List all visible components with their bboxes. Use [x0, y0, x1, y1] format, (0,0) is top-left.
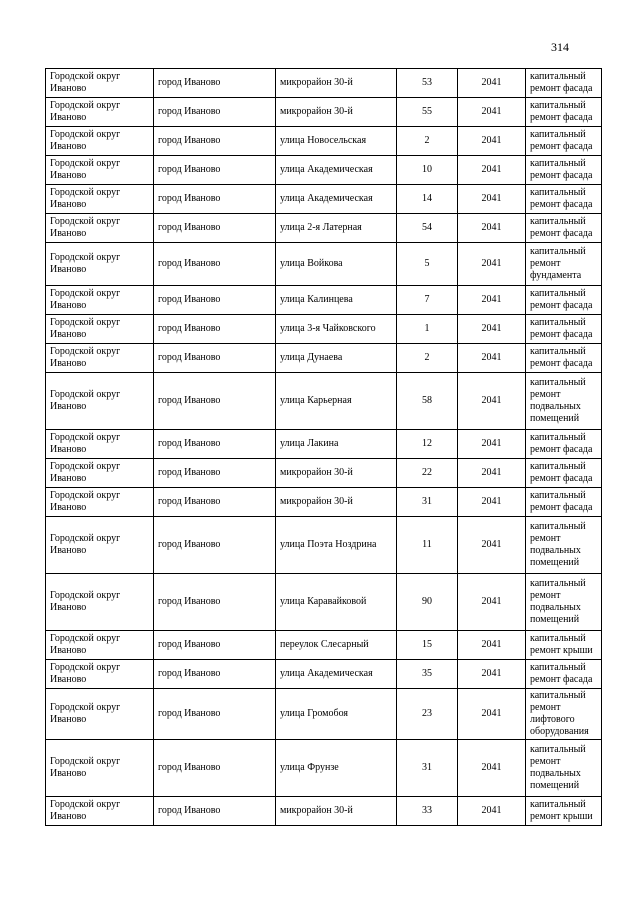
city-cell: город Иваново	[154, 315, 276, 344]
street-cell: улица Лакина	[276, 430, 397, 459]
district-cell: Городской округ Иваново	[46, 430, 154, 459]
table-row	[46, 574, 602, 631]
street-cell: микрорайон 30-й	[276, 488, 397, 517]
year-cell: 2041	[458, 156, 526, 185]
year-cell: 2041	[458, 430, 526, 459]
work-type-cell: капитальный ремонт фасада	[526, 214, 602, 243]
table-body	[46, 69, 602, 826]
work-type-cell: капитальный ремонт фасада	[526, 459, 602, 488]
district-cell: Городской округ Иваново	[46, 98, 154, 127]
table-row	[46, 797, 602, 826]
table-row	[46, 459, 602, 488]
house-number-cell: 53	[397, 69, 458, 98]
table-row	[46, 156, 602, 185]
table-row	[46, 373, 602, 430]
street-cell: микрорайон 30-й	[276, 459, 397, 488]
work-type-cell: капитальный ремонт крыши	[526, 797, 602, 826]
year-cell: 2041	[458, 315, 526, 344]
city-cell: город Иваново	[154, 740, 276, 797]
house-number-cell: 35	[397, 660, 458, 689]
table-row	[46, 315, 602, 344]
district-cell: Городской округ Иваново	[46, 315, 154, 344]
house-number-cell: 58	[397, 373, 458, 430]
year-cell: 2041	[458, 214, 526, 243]
year-cell: 2041	[458, 98, 526, 127]
table-row	[46, 517, 602, 574]
street-cell: улица 3-я Чайковского	[276, 315, 397, 344]
district-cell: Городской округ Иваново	[46, 631, 154, 660]
house-number-cell: 2	[397, 127, 458, 156]
city-cell: город Иваново	[154, 69, 276, 98]
repair-schedule-table	[45, 68, 602, 826]
district-cell: Городской округ Иваново	[46, 574, 154, 631]
house-number-cell: 11	[397, 517, 458, 574]
year-cell: 2041	[458, 517, 526, 574]
house-number-cell: 7	[397, 286, 458, 315]
district-cell: Городской округ Иваново	[46, 69, 154, 98]
street-cell: улица Калинцева	[276, 286, 397, 315]
house-number-cell: 90	[397, 574, 458, 631]
city-cell: город Иваново	[154, 243, 276, 286]
table-row	[46, 243, 602, 286]
house-number-cell: 22	[397, 459, 458, 488]
year-cell: 2041	[458, 488, 526, 517]
work-type-cell: капитальный ремонт крыши	[526, 631, 602, 660]
year-cell: 2041	[458, 660, 526, 689]
city-cell: город Иваново	[154, 98, 276, 127]
work-type-cell: капитальный ремонт фасада	[526, 156, 602, 185]
work-type-cell: капитальный ремонт фасада	[526, 286, 602, 315]
street-cell: микрорайон 30-й	[276, 98, 397, 127]
table-row	[46, 214, 602, 243]
work-type-cell: капитальный ремонт фундамента	[526, 243, 602, 286]
year-cell: 2041	[458, 344, 526, 373]
district-cell: Городской округ Иваново	[46, 286, 154, 315]
work-type-cell: капитальный ремонт подвальных помещений	[526, 740, 602, 797]
district-cell: Городской округ Иваново	[46, 488, 154, 517]
house-number-cell: 5	[397, 243, 458, 286]
work-type-cell: капитальный ремонт фасада	[526, 98, 602, 127]
district-cell: Городской округ Иваново	[46, 459, 154, 488]
work-type-cell: капитальный ремонт фасада	[526, 430, 602, 459]
city-cell: город Иваново	[154, 214, 276, 243]
work-type-cell: капитальный ремонт подвальных помещений	[526, 373, 602, 430]
work-type-cell: капитальный ремонт фасада	[526, 344, 602, 373]
work-type-cell: капитальный ремонт подвальных помещений	[526, 517, 602, 574]
house-number-cell: 31	[397, 740, 458, 797]
city-cell: город Иваново	[154, 459, 276, 488]
street-cell: улица Войкова	[276, 243, 397, 286]
city-cell: город Иваново	[154, 156, 276, 185]
house-number-cell: 33	[397, 797, 458, 826]
table-row	[46, 286, 602, 315]
house-number-cell: 55	[397, 98, 458, 127]
table-row	[46, 98, 602, 127]
table-row	[46, 660, 602, 689]
district-cell: Городской округ Иваново	[46, 243, 154, 286]
street-cell: переулок Слесарный	[276, 631, 397, 660]
table-row	[46, 185, 602, 214]
table-row	[46, 740, 602, 797]
city-cell: город Иваново	[154, 660, 276, 689]
table-row	[46, 430, 602, 459]
work-type-cell: капитальный ремонт подвальных помещений	[526, 574, 602, 631]
street-cell: улица Каравайковой	[276, 574, 397, 631]
city-cell: город Иваново	[154, 127, 276, 156]
city-cell: город Иваново	[154, 185, 276, 214]
street-cell: улица Академическая	[276, 660, 397, 689]
year-cell: 2041	[458, 797, 526, 826]
year-cell: 2041	[458, 69, 526, 98]
street-cell: улица Громобоя	[276, 689, 397, 740]
year-cell: 2041	[458, 185, 526, 214]
house-number-cell: 1	[397, 315, 458, 344]
house-number-cell: 15	[397, 631, 458, 660]
year-cell: 2041	[458, 286, 526, 315]
city-cell: город Иваново	[154, 631, 276, 660]
district-cell: Городской округ Иваново	[46, 156, 154, 185]
street-cell: улица Дунаева	[276, 344, 397, 373]
district-cell: Городской округ Иваново	[46, 660, 154, 689]
table-row	[46, 689, 602, 740]
district-cell: Городской округ Иваново	[46, 214, 154, 243]
city-cell: город Иваново	[154, 430, 276, 459]
page-number: 314	[551, 40, 569, 54]
house-number-cell: 54	[397, 214, 458, 243]
city-cell: город Иваново	[154, 488, 276, 517]
street-cell: улица 2-я Латерная	[276, 214, 397, 243]
city-cell: город Иваново	[154, 574, 276, 631]
city-cell: город Иваново	[154, 797, 276, 826]
street-cell: улица Академическая	[276, 156, 397, 185]
house-number-cell: 12	[397, 430, 458, 459]
table-row	[46, 127, 602, 156]
district-cell: Городской округ Иваново	[46, 689, 154, 740]
year-cell: 2041	[458, 631, 526, 660]
year-cell: 2041	[458, 740, 526, 797]
table-row	[46, 344, 602, 373]
city-cell: город Иваново	[154, 517, 276, 574]
street-cell: улица Академическая	[276, 185, 397, 214]
street-cell: улица Карьерная	[276, 373, 397, 430]
district-cell: Городской округ Иваново	[46, 797, 154, 826]
year-cell: 2041	[458, 689, 526, 740]
city-cell: город Иваново	[154, 344, 276, 373]
house-number-cell: 2	[397, 344, 458, 373]
district-cell: Городской округ Иваново	[46, 740, 154, 797]
house-number-cell: 23	[397, 689, 458, 740]
house-number-cell: 31	[397, 488, 458, 517]
city-cell: город Иваново	[154, 286, 276, 315]
work-type-cell: капитальный ремонт фасада	[526, 660, 602, 689]
district-cell: Городской округ Иваново	[46, 185, 154, 214]
table-row	[46, 69, 602, 98]
table-row	[46, 488, 602, 517]
house-number-cell: 14	[397, 185, 458, 214]
street-cell: улица Фрунзе	[276, 740, 397, 797]
work-type-cell: капитальный ремонт фасада	[526, 69, 602, 98]
city-cell: город Иваново	[154, 373, 276, 430]
year-cell: 2041	[458, 373, 526, 430]
year-cell: 2041	[458, 243, 526, 286]
district-cell: Городской округ Иваново	[46, 517, 154, 574]
work-type-cell: капитальный ремонт фасада	[526, 488, 602, 517]
street-cell: улица Поэта Ноздрина	[276, 517, 397, 574]
year-cell: 2041	[458, 574, 526, 631]
table-row	[46, 631, 602, 660]
work-type-cell: капитальный ремонт лифтового оборудования	[526, 689, 602, 740]
work-type-cell: капитальный ремонт фасада	[526, 127, 602, 156]
street-cell: улица Новосельская	[276, 127, 397, 156]
house-number-cell: 10	[397, 156, 458, 185]
work-type-cell: капитальный ремонт фасада	[526, 315, 602, 344]
year-cell: 2041	[458, 459, 526, 488]
city-cell: город Иваново	[154, 689, 276, 740]
work-type-cell: капитальный ремонт фасада	[526, 185, 602, 214]
year-cell: 2041	[458, 127, 526, 156]
district-cell: Городской округ Иваново	[46, 127, 154, 156]
street-cell: микрорайон 30-й	[276, 69, 397, 98]
district-cell: Городской округ Иваново	[46, 344, 154, 373]
street-cell: микрорайон 30-й	[276, 797, 397, 826]
district-cell: Городской округ Иваново	[46, 373, 154, 430]
